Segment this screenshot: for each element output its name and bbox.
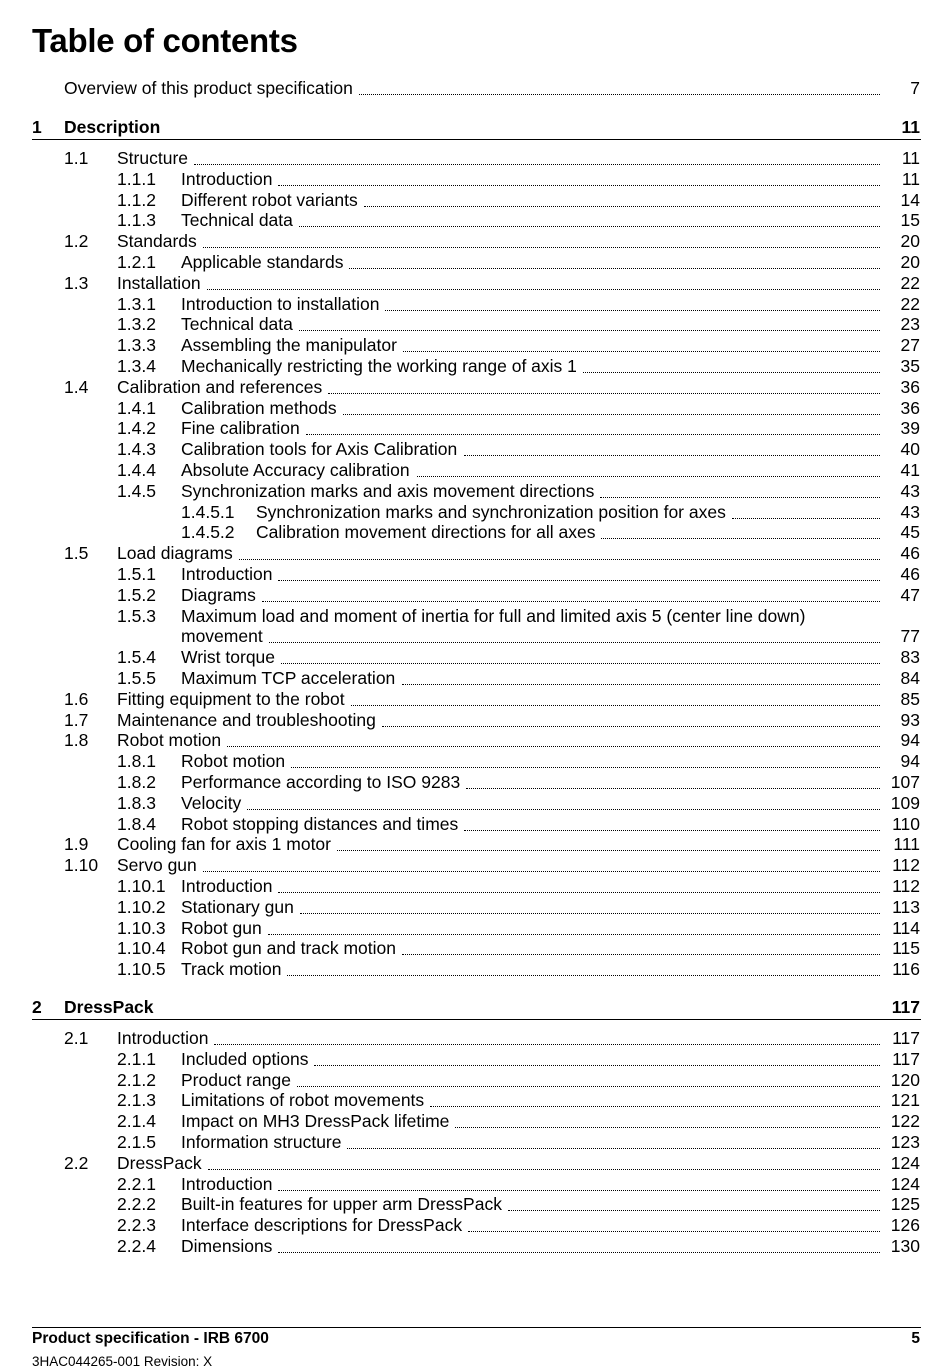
entry-title: Synchronization marks and axis movement directions <box>181 480 595 501</box>
dot-leader <box>208 1153 880 1170</box>
chapter-heading[interactable] <box>0 996 944 1022</box>
entry-page: 107 <box>890 772 920 792</box>
toc-entry[interactable] <box>0 1070 944 1091</box>
entry-number: 1.8.3 <box>117 792 156 813</box>
entry-title: Introduction <box>181 564 273 584</box>
entry-title: Introduction <box>181 1173 273 1194</box>
toc-entry[interactable] <box>0 606 944 627</box>
entry-number: 2.2.3 <box>117 1215 156 1236</box>
entry-page: 40 <box>900 439 920 460</box>
toc-entry[interactable] <box>0 356 944 377</box>
entry-title: Calibration methods <box>181 397 337 418</box>
entry-title: Load diagrams <box>117 543 233 564</box>
entry-title: Assembling the manipulator <box>181 335 397 356</box>
entry-title: Cooling fan for axis 1 motor <box>117 834 331 855</box>
entry-number: 1.8.2 <box>117 772 156 792</box>
dot-leader <box>337 834 880 851</box>
dot-leader <box>299 314 880 331</box>
entry-page: 84 <box>900 668 920 688</box>
entry-title: Included options <box>181 1048 309 1069</box>
entry-title: Dimensions <box>181 1236 273 1256</box>
entry-title: Stationary gun <box>181 896 294 917</box>
chapter-heading[interactable] <box>0 116 944 142</box>
entry-title: Maximum load and moment of inertia for full and limited axis 5 (center line down) <box>181 605 806 626</box>
entry-number: 1.1.3 <box>117 210 156 231</box>
entry-number: 1.10.5 <box>117 959 166 980</box>
toc-entry[interactable] <box>0 668 944 689</box>
toc-entry[interactable] <box>0 169 944 190</box>
entry-number: 1.2.1 <box>117 252 156 272</box>
dot-leader <box>417 460 880 477</box>
entry-title: Robot motion <box>181 751 286 772</box>
dot-leader <box>455 1111 880 1128</box>
entry-title: Technical data <box>181 210 293 231</box>
entry-page: 83 <box>900 647 920 668</box>
entry-number: 1.7 <box>64 709 89 730</box>
entry-page: 117 <box>892 1028 920 1048</box>
entry-page: 109 <box>890 792 920 813</box>
dot-leader <box>278 1236 880 1253</box>
dot-leader <box>464 814 880 831</box>
entry-title: Introduction <box>181 168 273 189</box>
entry-page: 94 <box>900 730 920 751</box>
entry-number: 1.1.1 <box>117 168 156 189</box>
dot-leader <box>287 959 880 976</box>
dot-leader <box>328 377 880 394</box>
dot-leader <box>203 231 880 248</box>
entry-title: Synchronization marks and synchronization position for axes <box>256 501 726 522</box>
entry-title: Product range <box>181 1069 291 1090</box>
entry-number: 1.4.5 <box>117 480 156 501</box>
toc-entry[interactable] <box>0 252 944 273</box>
dot-leader <box>194 148 880 165</box>
dot-leader <box>269 626 880 643</box>
entry-page: 36 <box>900 397 920 418</box>
toc-entry[interactable] <box>0 689 944 710</box>
entry-page: 41 <box>900 460 920 480</box>
toc-entry[interactable] <box>0 1132 944 1153</box>
toc-entry[interactable] <box>0 502 944 523</box>
entry-number: 1.10.2 <box>117 896 166 917</box>
dot-leader <box>468 1215 880 1232</box>
dot-leader <box>300 897 880 914</box>
dot-leader <box>281 647 880 664</box>
dot-leader <box>601 522 880 539</box>
entry-number: 1.8.4 <box>117 813 156 834</box>
entry-number: 1.1.2 <box>117 189 156 210</box>
entry-title: Standards <box>117 231 197 252</box>
entry-number: 1.3.3 <box>117 335 156 356</box>
entry-page: 47 <box>900 584 920 605</box>
dot-leader <box>466 772 880 789</box>
toc-entry[interactable] <box>0 294 944 315</box>
entry-number: 1.3 <box>64 272 89 293</box>
dot-leader <box>600 481 880 498</box>
dot-leader <box>306 418 880 435</box>
entry-page: 46 <box>900 564 920 584</box>
entry-number: 2.1.4 <box>117 1111 156 1132</box>
entry-number: 1.3.1 <box>117 293 156 314</box>
entry-page: 39 <box>900 418 920 439</box>
dot-leader <box>402 938 880 955</box>
entry-page: 94 <box>900 751 920 772</box>
toc-entry[interactable] <box>0 522 944 543</box>
dot-leader <box>464 439 880 456</box>
entry-number: 1.10.1 <box>117 876 166 896</box>
entry-page: 43 <box>900 480 920 501</box>
entry-page: 7 <box>910 78 920 98</box>
dot-leader <box>732 502 880 519</box>
entry-title: Limitations of robot movements <box>181 1090 425 1111</box>
dot-leader <box>402 668 880 685</box>
entry-page: 123 <box>890 1132 920 1152</box>
entry-title: movement <box>181 626 263 647</box>
entry-number: 1.5 <box>64 543 89 564</box>
chapter-page: 117 <box>891 997 920 1017</box>
entry-title: Robot gun <box>181 917 262 938</box>
entry-number: 1.8.1 <box>117 751 156 772</box>
entry-title: Track motion <box>181 959 282 980</box>
dot-leader <box>262 585 880 602</box>
entry-number: 2.2.2 <box>117 1194 156 1215</box>
toc-entry[interactable] <box>0 814 944 835</box>
dot-leader <box>314 1049 880 1066</box>
entry-number: 1.2 <box>64 231 89 252</box>
entry-number: 1.5.3 <box>117 605 156 626</box>
toc-entry[interactable] <box>0 710 944 731</box>
entry-page: 14 <box>900 189 920 210</box>
entry-number: 1.4.5.2 <box>181 522 235 543</box>
entry-page: 22 <box>900 293 920 314</box>
toc-entry[interactable] <box>0 751 944 772</box>
entry-title: Overview of this product specification <box>64 78 353 98</box>
dot-leader <box>349 252 880 269</box>
entry-number: 1.5.4 <box>117 647 156 668</box>
toc-entry[interactable] <box>0 855 944 876</box>
entry-title: Calibration and references <box>117 376 323 397</box>
entry-page: 120 <box>890 1069 920 1090</box>
toc-entry[interactable] <box>0 190 944 211</box>
toc-entry[interactable] <box>0 772 944 793</box>
entry-number: 1.5.2 <box>117 584 156 605</box>
entry-title: Velocity <box>181 792 242 813</box>
entry-title: Robot stopping distances and times <box>181 813 459 834</box>
entry-title: Robot gun and track motion <box>181 938 396 959</box>
toc-entry[interactable] <box>0 918 944 939</box>
toc-entry[interactable] <box>0 377 944 398</box>
entry-page: 11 <box>901 148 920 168</box>
entry-page: 126 <box>890 1215 920 1236</box>
entry-number: 1.9 <box>64 834 89 855</box>
dot-leader <box>430 1090 880 1107</box>
dot-leader <box>347 1132 880 1149</box>
entry-page: 20 <box>900 231 920 252</box>
entry-number: 2.2.4 <box>117 1236 156 1256</box>
dot-leader <box>227 730 880 747</box>
entry-title: Built-in features for upper arm DressPack <box>181 1194 502 1215</box>
chapter-rule <box>32 139 921 140</box>
entry-page: 36 <box>900 376 920 397</box>
entry-title: Absolute Accuracy calibration <box>181 460 410 480</box>
toc-entry[interactable] <box>0 543 944 564</box>
toc-entry[interactable] <box>0 564 944 585</box>
entry-page: 85 <box>900 688 920 709</box>
entry-title: Fitting equipment to the robot <box>117 688 345 709</box>
entry-number: 1.4 <box>64 376 89 397</box>
entry-title: Installation <box>117 272 201 293</box>
entry-page: 93 <box>900 709 920 730</box>
toc-entry[interactable] <box>0 314 944 335</box>
entry-number: 2.2.1 <box>117 1173 156 1194</box>
dot-leader <box>351 689 880 706</box>
toc-entry[interactable] <box>0 231 944 252</box>
entry-page: 20 <box>900 252 920 272</box>
entry-page: 111 <box>893 834 920 855</box>
entry-number: 1.10.3 <box>117 917 166 938</box>
entry-title: Fine calibration <box>181 418 300 439</box>
toc-entry[interactable] <box>0 1049 944 1070</box>
dot-leader <box>203 855 880 872</box>
dot-leader <box>247 793 880 810</box>
entry-number: 1.10.4 <box>117 938 166 959</box>
entry-number: 2.1.5 <box>117 1132 156 1152</box>
entry-page: 130 <box>890 1236 920 1256</box>
entry-page: 125 <box>890 1194 920 1215</box>
dot-leader <box>291 751 880 768</box>
entry-title: Introduction <box>181 876 273 896</box>
entry-page: 22 <box>900 272 920 293</box>
entry-page: 121 <box>890 1090 920 1111</box>
entry-page: 27 <box>900 335 920 356</box>
entry-number: 1.10 <box>64 855 99 876</box>
dot-leader <box>214 1028 880 1045</box>
dot-leader <box>583 356 880 373</box>
entry-number: 1.4.3 <box>117 439 156 460</box>
toc-entry[interactable] <box>0 938 944 959</box>
entry-title: Diagrams <box>181 584 256 605</box>
page-title: Table of contents <box>32 22 298 59</box>
entry-title: Different robot variants <box>181 189 358 210</box>
entry-page: 117 <box>892 1048 920 1069</box>
entry-title: Interface descriptions for DressPack <box>181 1215 463 1236</box>
entry-page: 122 <box>890 1111 920 1132</box>
entry-page: 112 <box>892 855 920 876</box>
dot-leader <box>278 876 880 893</box>
entry-page: 43 <box>900 501 920 522</box>
entry-page: 23 <box>900 314 920 335</box>
entry-number: 1.4.2 <box>117 418 156 439</box>
dot-leader <box>299 210 880 227</box>
dot-leader <box>207 273 880 290</box>
footer-page-number: 5 <box>911 1330 920 1347</box>
dot-leader <box>278 169 880 186</box>
entry-number: 1.5.5 <box>117 668 156 688</box>
entry-number: 1.4.5.1 <box>181 501 235 522</box>
dot-leader <box>297 1070 880 1087</box>
toc-entry[interactable] <box>0 1153 944 1174</box>
chapter-number: 1 <box>32 117 42 137</box>
entry-page: 124 <box>890 1152 920 1173</box>
entry-title: Impact on MH3 DressPack lifetime <box>181 1111 450 1132</box>
entry-page: 46 <box>900 543 920 564</box>
entry-number: 1.3.4 <box>117 356 156 376</box>
toc-entry[interactable] <box>0 481 944 502</box>
dot-leader <box>508 1194 880 1211</box>
entry-title: Technical data <box>181 314 293 335</box>
entry-number: 2.1.3 <box>117 1090 156 1111</box>
footer-doc-id: 3HAC044265-001 Revision: X <box>32 1354 213 1369</box>
entry-title: Robot motion <box>117 730 222 751</box>
toc-entry[interactable] <box>0 1111 944 1132</box>
entry-page: 113 <box>892 896 920 917</box>
toc-entry[interactable] <box>0 730 944 751</box>
toc-entry[interactable] <box>0 1028 944 1049</box>
entry-page: 110 <box>892 813 920 834</box>
dot-leader <box>385 294 880 311</box>
toc-entry[interactable] <box>0 335 944 356</box>
entry-title: Wrist torque <box>181 647 276 668</box>
entry-page: 45 <box>900 522 920 543</box>
entry-title: Mechanically restricting the working range of axis 1 <box>181 356 577 376</box>
dot-leader <box>403 335 880 352</box>
toc-entry[interactable] <box>0 273 944 294</box>
toc-entry[interactable] <box>0 1215 944 1236</box>
toc-entry[interactable] <box>0 793 944 814</box>
chapter-rule <box>32 1019 921 1020</box>
entry-number: 1.4.4 <box>117 460 156 480</box>
toc-entry[interactable] <box>0 418 944 439</box>
entry-title: Calibration tools for Axis Calibration <box>181 439 458 460</box>
dot-leader <box>343 398 880 415</box>
entry-page: 112 <box>892 876 920 896</box>
toc-entry[interactable] <box>0 1090 944 1111</box>
toc-entry[interactable] <box>0 876 944 897</box>
toc-entry[interactable] <box>0 959 944 980</box>
entry-number: 1.8 <box>64 730 89 751</box>
toc-entry[interactable] <box>0 1194 944 1215</box>
footer-divider <box>32 1327 921 1328</box>
toc-entry[interactable] <box>0 585 944 606</box>
footer-doc-title: Product specification - IRB 6700 <box>32 1330 269 1347</box>
entry-page: 35 <box>900 356 920 376</box>
entry-page: 124 <box>890 1173 920 1194</box>
entry-number: 2.2 <box>64 1152 89 1173</box>
entry-title: Information structure <box>181 1132 342 1152</box>
toc-entry[interactable] <box>0 897 944 918</box>
entry-title: Applicable standards <box>181 252 344 272</box>
toc-entry[interactable] <box>0 834 944 855</box>
dot-leader <box>364 190 880 207</box>
entry-page: 77 <box>900 626 920 647</box>
dot-leader <box>359 78 880 95</box>
chapter-page: 11 <box>901 117 920 137</box>
dot-leader <box>278 564 880 581</box>
entry-number: 2.1.1 <box>117 1048 156 1069</box>
entry-title: Servo gun <box>117 855 197 876</box>
entry-number: 2.1.2 <box>117 1069 156 1090</box>
toc-entry[interactable] <box>0 148 944 169</box>
entry-title: Maximum TCP acceleration <box>181 668 396 688</box>
dot-leader <box>278 1174 880 1191</box>
toc-entry[interactable] <box>0 439 944 460</box>
entry-page: 115 <box>892 938 920 959</box>
dot-leader <box>239 543 880 560</box>
entry-number: 1.4.1 <box>117 397 156 418</box>
toc-entry[interactable] <box>0 398 944 419</box>
entry-title: Performance according to ISO 9283 <box>181 772 461 792</box>
entry-number: 2.1 <box>64 1028 89 1048</box>
entry-number: 1.5.1 <box>117 564 156 584</box>
entry-title: DressPack <box>117 1152 202 1173</box>
toc-entry[interactable] <box>0 1236 944 1257</box>
toc-overview[interactable] <box>0 78 944 99</box>
chapter-title: DressPack <box>64 997 154 1017</box>
toc-entry[interactable] <box>0 210 944 231</box>
entry-page: 11 <box>901 168 920 189</box>
entry-page: 114 <box>892 917 920 938</box>
entry-page: 15 <box>900 210 920 231</box>
entry-title: Structure <box>117 148 188 168</box>
entry-title: Maintenance and troubleshooting <box>117 709 376 730</box>
entry-number: 1.6 <box>64 688 89 709</box>
entry-title: Calibration movement directions for all axes <box>256 522 596 543</box>
toc-entry[interactable] <box>0 647 944 668</box>
entry-title: Introduction to installation <box>181 293 380 314</box>
toc-entry-continuation[interactable] <box>0 626 944 647</box>
entry-number: 1.1 <box>64 148 89 168</box>
entry-page: 116 <box>892 959 920 980</box>
entry-title: Introduction <box>117 1028 209 1048</box>
dot-leader <box>382 710 880 727</box>
toc-entry[interactable] <box>0 460 944 481</box>
dot-leader <box>268 918 880 935</box>
chapter-number: 2 <box>32 997 42 1017</box>
entry-number: 1.3.2 <box>117 314 156 335</box>
toc-entry[interactable] <box>0 1174 944 1195</box>
chapter-title: Description <box>64 117 161 137</box>
